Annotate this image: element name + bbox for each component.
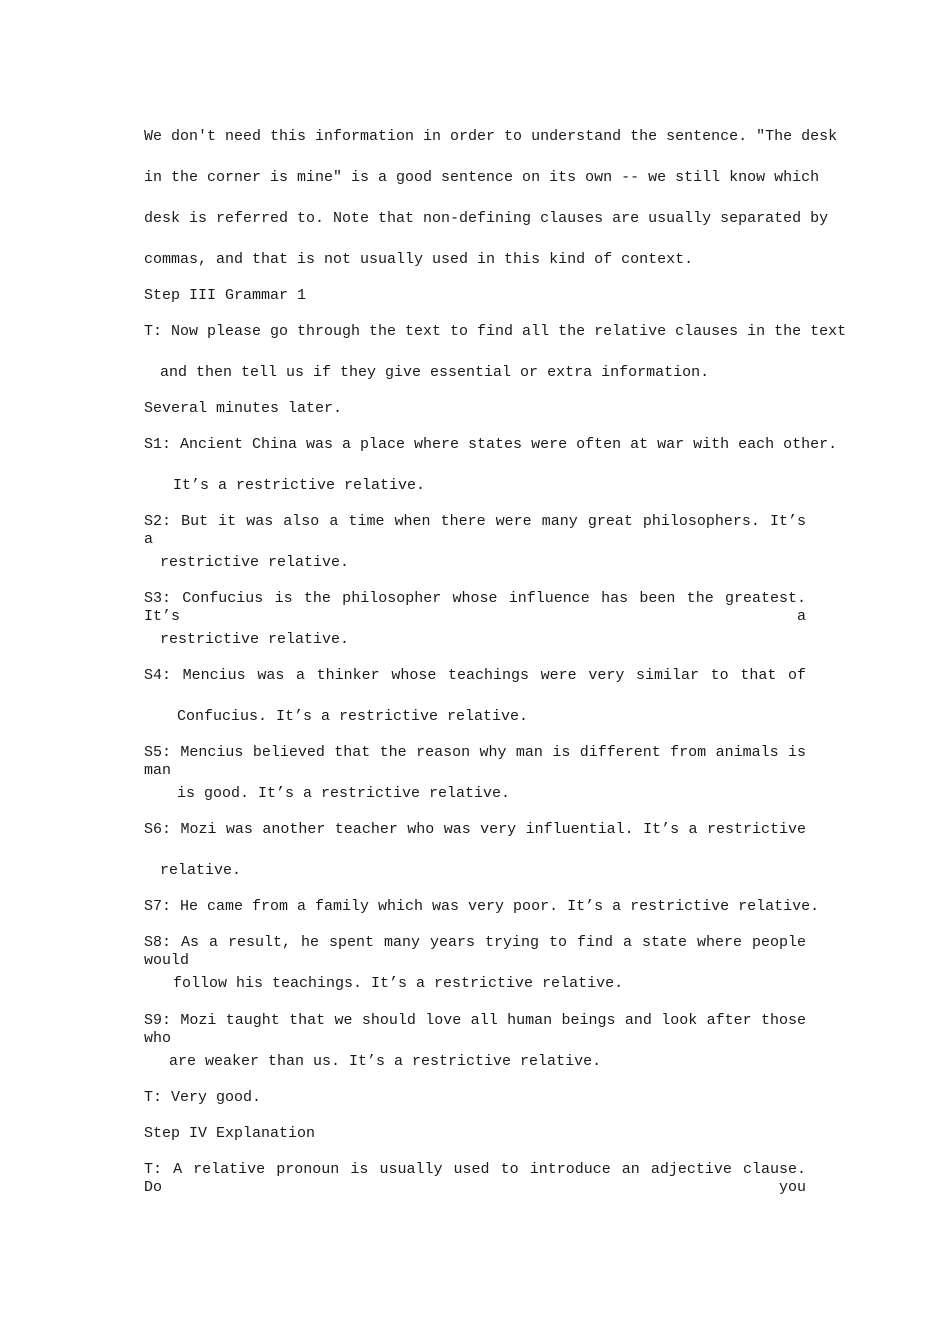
teacher-line: T: Now please go through the text to find all the relative clauses in the text	[144, 323, 847, 340]
student-line: S7: He came from a family which was very poor. It’s a restrictive relative.	[144, 898, 820, 915]
teacher-line: T: Very good.	[144, 1089, 262, 1106]
student-line-cont: relative.	[160, 862, 242, 879]
paragraph-line: desk is referred to. Note that non-defining clauses are usually separated by	[144, 210, 829, 227]
student-line-cont: are weaker than us. It’s a restrictive relative.	[169, 1053, 602, 1070]
student-line: S3: Confucius is the philosopher whose influence has been the greatest. It’s a	[144, 590, 806, 625]
student-line: S5: Mencius believed that the reason why man is different from animals is man	[144, 744, 806, 779]
student-line: S1: Ancient China was a place where states were often at war with each other.	[144, 436, 838, 453]
student-line-cont: is good. It’s a restrictive relative.	[177, 785, 511, 802]
student-line-cont: follow his teachings. It’s a restrictive relative.	[173, 975, 624, 992]
student-line-cont: restrictive relative.	[160, 631, 350, 648]
student-line: S8: As a result, he spent many years trying to find a state where people would	[144, 934, 806, 969]
student-line: S6: Mozi was another teacher who was very influential. It’s a restrictive	[144, 821, 806, 838]
paragraph-line: in the corner is mine" is a good sentence on its own -- we still know which	[144, 169, 820, 186]
section-heading: Step III Grammar 1	[144, 287, 307, 304]
paragraph-line: We don't need this information in order to understand the sentence. "The desk	[144, 128, 838, 145]
stage-direction: Several minutes later.	[144, 400, 343, 417]
student-line: S2: But it was also a time when there were many great philosophers. It’s a	[144, 513, 806, 548]
student-line-cont: restrictive relative.	[160, 554, 350, 571]
student-line-cont: It’s a restrictive relative.	[173, 477, 426, 494]
teacher-line: T: A relative pronoun is usually used to introduce an adjective clause. Do you	[144, 1161, 806, 1196]
teacher-line-cont: and then tell us if they give essential or extra information.	[160, 364, 710, 381]
student-line-cont: Confucius. It’s a restrictive relative.	[177, 708, 529, 725]
paragraph-line: commas, and that is not usually used in this kind of context.	[144, 251, 694, 268]
student-line: S4: Mencius was a thinker whose teachings were very similar to that of	[144, 667, 806, 684]
section-heading: Step IV Explanation	[144, 1125, 316, 1142]
student-line: S9: Mozi taught that we should love all human beings and look after those who	[144, 1012, 806, 1047]
